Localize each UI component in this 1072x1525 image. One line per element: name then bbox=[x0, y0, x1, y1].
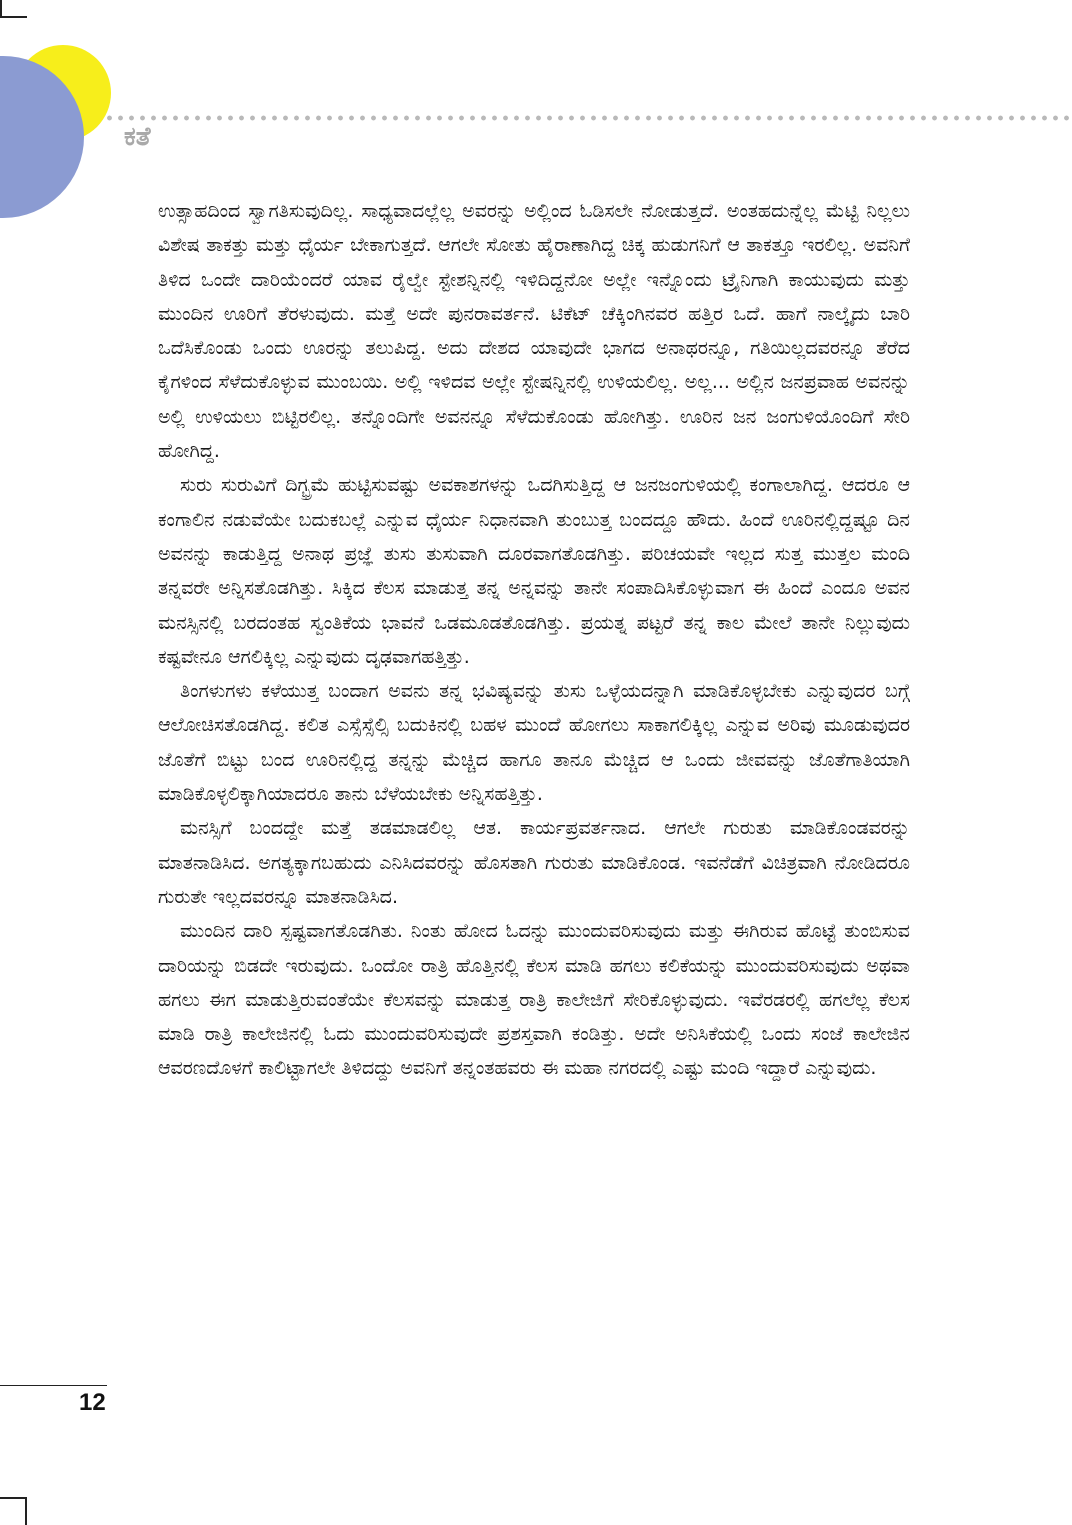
story-paragraph: ಉತ್ಸಾಹದಿಂದ ಸ್ವಾಗತಿಸುವುದಿಲ್ಲ. ಸಾಧ್ಯವಾದಲ್ಲೆಲ್ಲ ಅವರನ್ನು ಅಲ್ಲಿಂದ ಓಡಿಸಲೇ ನೋಡುತ್ತದೆ. ಅಂತಹದುನ್ನೆಲ್ಲ ಮೆಟ್ಟಿ ನಿಲ್ಲಲು ವಿಶೇಷ ತಾಕತ್ತು ಮತ್ತು ಧೈರ್ಯ ಬೇಕಾಗುತ್ತದೆ. ಆಗಲೇ ಸೋತು ಹೈರಾಣಾಗಿದ್ದ ಚಿಕ್ಕ ಹುಡುಗನಿಗೆ ಆ ತಾಕತ್ತೂ ಇರಲಿಲ್ಲ. ಅವನಿಗೆ ತಿಳಿದ ಒಂದೇ ದಾರಿಯೆಂದರೆ ಯಾವ ರೈಲ್ವೇ ಸ್ಟೇಶನ್ನಿನಲ್ಲಿ ಇಳಿದಿದ್ದನೋ ಅಲ್ಲೇ ಇನ್ನೊಂದು ಟ್ರೈನಿಗಾಗಿ ಕಾಯುವುದು ಮತ್ತು ಮುಂದಿನ ಊರಿಗೆ ತೆರಳುವುದು. ಮತ್ತೆ ಅದೇ ಪುನರಾವರ್ತನೆ. ಟಿಕೆಟ್ ಚೆಕ್ಕಿಂಗಿನವರ ಹತ್ತಿರ ಒದೆ. ಹಾಗೆ ನಾಲ್ಕೈದು ಬಾರಿ ಒದೆಸಿಕೊಂಡು ಒಂದು ಊರನ್ನು ತಲುಪಿದ್ದ. ಅದು ದೇಶದ ಯಾವುದೇ ಭಾಗದ ಅನಾಥರನ್ನೂ, ಗತಿಯಿಲ್ಲದವರನ್ನೂ ತೆರೆದ ಕೈಗಳಿಂದ ಸೆಳೆದುಕೊಳ್ಳುವ ಮುಂಬಯಿ. ಅಲ್ಲಿ ಇಳಿದವ ಅಲ್ಲೇ ಸ್ಟೇಷನ್ನಿನಲ್ಲಿ ಉಳಿಯಲಿಲ್ಲ. ಅಲ್ಲ... ಅಲ್ಲಿನ ಜನಪ್ರವಾಹ ಅವನನ್ನು ಅಲ್ಲಿ ಉಳಿಯಲು ಬಿಟ್ಟಿರಲಿಲ್ಲ. ತನ್ನೊಂದಿಗೇ ಅವನನ್ನೂ ಸೆಳೆದುಕೊಂಡು ಹೋಗಿತ್ತು. ಊರಿನ ಜನ ಜಂಗುಳಿಯೊಂದಿಗೆ ಸೇರಿ ಹೋಗಿದ್ದ. bbox=[158, 200, 910, 463]
story-paragraph: ತಿಂಗಳುಗಳು ಕಳೆಯುತ್ತ ಬಂದಾಗ ಅವನು ತನ್ನ ಭವಿಷ್ಯವನ್ನು ತುಸು ಒಳ್ಳೆಯದನ್ನಾಗಿ ಮಾಡಿಕೊಳ್ಳಬೇಕು ಎನ್ನುವುದರ ಬಗ್ಗೆ ಆಲೋಚಿಸತೊಡಗಿದ್ದ. ಕಲಿತ ಎಸ್ಸೆಸ್ಸೆಲ್ಸಿ ಬದುಕಿನಲ್ಲಿ ಬಹಳ ಮುಂದೆ ಹೋಗಲು ಸಾಕಾಗಲಿಕ್ಕಿಲ್ಲ ಎನ್ನುವ ಅರಿವು ಮೂಡುವುದರ ಜೊತೆಗೆ ಬಿಟ್ಟು ಬಂದ ಊರಿನಲ್ಲಿದ್ದ ತನ್ನನ್ನು ಮೆಚ್ಚಿದ ಹಾಗೂ ತಾನೂ ಮೆಚ್ಚಿದ ಆ ಒಂದು ಜೀವವನ್ನು ಜೊತೆಗಾತಿಯಾಗಿ ಮಾಡಿಕೊಳ್ಳಲಿಕ್ಕಾಗಿಯಾದರೂ ತಾನು ಬೆಳೆಯಬೇಕು ಅನ್ನಿಸಹತ್ತಿತ್ತು. bbox=[158, 680, 910, 806]
page-number: 12 bbox=[79, 1389, 106, 1416]
crop-mark-top bbox=[0, 0, 2, 16]
crop-mark-top bbox=[0, 16, 27, 18]
dotted-header-rule bbox=[104, 114, 1072, 122]
crop-mark-bottom bbox=[25, 1497, 27, 1525]
story-paragraph: ಸುರು ಸುರುವಿಗೆ ದಿಗ್ಭ್ರಮೆ ಹುಟ್ಟಿಸುವಷ್ಟು ಅವಕಾಶಗಳನ್ನು ಒದಗಿಸುತ್ತಿದ್ದ ಆ ಜನಜಂಗುಳಿಯಲ್ಲಿ ಕಂಗಾಲಾಗಿದ್ದ. ಆದರೂ ಆ ಕಂಗಾಲಿನ ನಡುವೆಯೇ ಬದುಕಬಲ್ಲೆ ಎನ್ನುವ ಧೈರ್ಯ ನಿಧಾನವಾಗಿ ತುಂಬುತ್ತ ಬಂದದ್ದೂ ಹೌದು. ಹಿಂದೆ ಊರಿನಲ್ಲಿದ್ದಷ್ಟೂ ದಿನ ಅವನನ್ನು ಕಾಡುತ್ತಿದ್ದ ಅನಾಥ ಪ್ರಜ್ಞೆ ತುಸು ತುಸುವಾಗಿ ದೂರವಾಗತೊಡಗಿತ್ತು. ಪರಿಚಯವೇ ಇಲ್ಲದ ಸುತ್ತ ಮುತ್ತಲ ಮಂದಿ ತನ್ನವರೇ ಅನ್ನಿಸತೊಡಗಿತ್ತು. ಸಿಕ್ಕಿದ ಕೆಲಸ ಮಾಡುತ್ತ ತನ್ನ ಅನ್ನವನ್ನು ತಾನೇ ಸಂಪಾದಿಸಿಕೊಳ್ಳುವಾಗ ಈ ಹಿಂದೆ ಎಂದೂ ಅವನ ಮನಸ್ಸಿನಲ್ಲಿ ಬರದಂತಹ ಸ್ವಂತಿಕೆಯ ಭಾವನೆ ಒಡಮೂಡತೊಡಗಿತ್ತು. ಪ್ರಯತ್ನ ಪಟ್ಟರೆ ತನ್ನ ಕಾಲ ಮೇಲೆ ತಾನೇ ನಿಲ್ಲುವುದು ಕಷ್ಟವೇನೂ ಆಗಲಿಕ್ಕಿಲ್ಲ ಎನ್ನುವುದು ದೃಢವಾಗಹತ್ತಿತ್ತು. bbox=[158, 474, 910, 668]
section-label: ಕತೆ bbox=[124, 122, 151, 152]
footer-rule bbox=[0, 1385, 107, 1386]
crop-mark-bottom bbox=[0, 1497, 27, 1499]
story-paragraph: ಮನಸ್ಸಿಗೆ ಬಂದದ್ದೇ ಮತ್ತೆ ತಡಮಾಡಲಿಲ್ಲ ಆತ. ಕಾರ್ಯಪ್ರವರ್ತನಾದ. ಆಗಲೇ ಗುರುತು ಮಾಡಿಕೊಂಡವರನ್ನು ಮಾತನಾಡಿಸಿದ. ಅಗತ್ಯಕ್ಕಾಗಬಹುದು ಎನಿಸಿದವರನ್ನು ಹೊಸತಾಗಿ ಗುರುತು ಮಾಡಿಕೊಂಡ. ಇವನೆಡೆಗೆ ವಿಚಿತ್ರವಾಗಿ ನೋಡಿದರೂ ಗುರುತೇ ಇಲ್ಲದವರನ್ನೂ ಮಾತನಾಡಿಸಿದ. bbox=[158, 817, 910, 908]
story-text bbox=[158, 194, 910, 1086]
story-paragraph: ಮುಂದಿನ ದಾರಿ ಸ್ಪಷ್ಟವಾಗತೊಡಗಿತು. ನಿಂತು ಹೋದ ಓದನ್ನು ಮುಂದುವರಿಸುವುದು ಮತ್ತು ಈಗಿರುವ ಹೊಟ್ಟೆ ತುಂಬಿಸುವ ದಾರಿಯನ್ನು ಬಿಡದೇ ಇರುವುದು. ಒಂದೋ ರಾತ್ರಿ ಹೊತ್ತಿನಲ್ಲಿ ಕೆಲಸ ಮಾಡಿ ಹಗಲು ಕಲಿಕೆಯನ್ನು ಮುಂದುವರಿಸುವುದು ಅಥವಾ ಹಗಲು ಈಗ ಮಾಡುತ್ತಿರುವಂತೆಯೇ ಕೆಲಸವನ್ನು ಮಾಡುತ್ತ ರಾತ್ರಿ ಕಾಲೇಜಿಗೆ ಸೇರಿಕೊಳ್ಳುವುದು. ಇವೆರಡರಲ್ಲಿ ಹಗಲೆಲ್ಲ ಕೆಲಸ ಮಾಡಿ ರಾತ್ರಿ ಕಾಲೇಜಿನಲ್ಲಿ ಓದು ಮುಂದುವರಿಸುವುದೇ ಪ್ರಶಸ್ತವಾಗಿ ಕಂಡಿತ್ತು. ಅದೇ ಅನಿಸಿಕೆಯಲ್ಲಿ ಒಂದು ಸಂಜೆ ಕಾಲೇಜಿನ ಆವರಣದೊಳಗೆ ಕಾಲಿಟ್ಟಾಗಲೇ ತಿಳಿದದ್ದು ಅವನಿಗೆ ತನ್ನಂತಹವರು ಈ ಮಹಾ ನಗರದಲ್ಲಿ ಎಷ್ಟು ಮಂದಿ ಇದ್ದಾರೆ ಎನ್ನುವುದು. bbox=[158, 920, 910, 1080]
